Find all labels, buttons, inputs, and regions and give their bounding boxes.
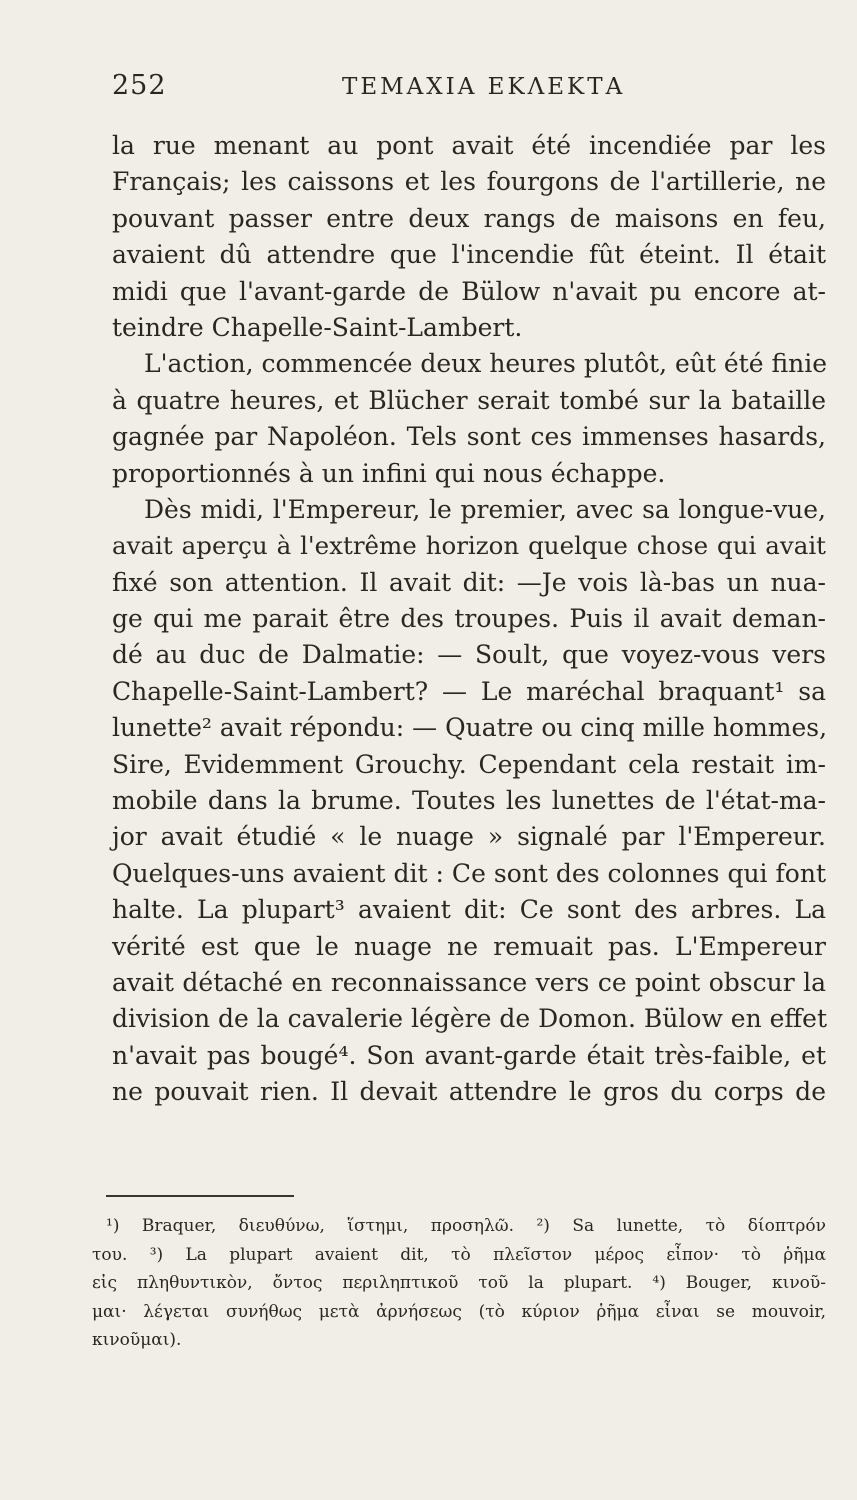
body-text — [112, 128, 826, 1111]
text-line: vérité est que le nuage ne remuait pas. L'Empereur — [112, 931, 826, 961]
text-line: lunette² avait répondu: — Quatre ou cinq mille hommes, — [112, 713, 828, 743]
footnote-line: μαι· λέγεται συνήθως μετὰ ἀρνήσεως (τὸ κύριον ῥῆμα εἶναι se mouvoir, — [92, 1301, 826, 1322]
text-line: avait aperçu à l'extrême horizon quelque chose qui avait — [112, 531, 826, 561]
text-line: pouvant passer entre deux rangs de maisons en feu, — [112, 203, 826, 233]
text-line: gagnée par Napoléon. Tels sont ces immenses hasards, — [112, 422, 826, 452]
footnote-line: του. ³) La plupart avaient dit, τὸ πλεῖστον μέρος εἶπον· τὸ ῥῆμα — [92, 1244, 826, 1265]
text-line: L'action, commencée deux heures plutôt, eût été finie — [144, 349, 828, 379]
text-line: Français; les caissons et les fourgons de l'artillerie, ne — [112, 167, 826, 197]
text-line: Chapelle-Saint-Lambert? — Le maréchal braquant¹ sa — [112, 676, 826, 706]
text-line: dé au duc de Dalmatie: — Soult, que voyez-vous vers — [112, 640, 826, 670]
text-line: à quatre heures, et Blücher serait tombé sur la bataille — [112, 385, 826, 415]
text-line: avaient dû attendre que l'incendie fût éteint. Il était — [112, 240, 826, 270]
footnote-line: ¹) Braquer, διευθύνω, ἵστημι, προσηλῶ. ²) Sa lunette, τὸ δίοπτρόν — [106, 1216, 826, 1236]
footnotes — [92, 1212, 826, 1355]
footnote-divider — [106, 1195, 294, 1197]
text-line: ne pouvait rien. Il devait attendre le gros du corps de — [112, 1077, 826, 1107]
text-line: teindre Chapelle-Saint-Lambert. — [112, 312, 523, 342]
text-line: Sire, Evidemment Grouchy. Cependant cela restait im- — [112, 749, 826, 779]
text-line: n'avait pas bougé⁴. Son avant-garde était très-faible, et — [112, 1040, 826, 1070]
footnote-line: κινοῦμαι). — [92, 1330, 182, 1351]
text-line: division de la cavalerie légère de Domon. Bülow en effet — [112, 1004, 828, 1034]
text-line: halte. La plupart³ avaient dit: Ce sont des arbres. La — [112, 895, 826, 925]
text-line: midi que l'avant-garde de Bülow n'avait pu encore at- — [112, 276, 826, 306]
text-line: proportionnés à un infini qui nous échappe. — [112, 458, 666, 488]
page-header — [112, 70, 826, 110]
text-line: avait détaché en reconnaissance vers ce point obscur la — [112, 967, 826, 997]
text-line: fixé son attention. Il avait dit: —Je vois là-bas un nua- — [112, 567, 826, 597]
page-number: 252 — [112, 70, 167, 101]
text-line: la rue menant au pont avait été incendiée par les — [112, 131, 826, 160]
text-line: Quelques-uns avaient dit : Ce sont des colonnes qui font — [112, 858, 826, 888]
text-line: mobile dans la brume. Toutes les lunettes de l'état-ma- — [112, 786, 826, 816]
footnote-line: εἰς πληθυντικὸν, ὄντος περιληπτικοῦ τοῦ la plupart. ⁴) Bouger, κινοῦ- — [92, 1273, 826, 1294]
text-line: Dès midi, l'Empereur, le premier, avec sa longue-vue, — [144, 494, 826, 524]
text-line: ge qui me parait être des troupes. Puis il avait deman- — [112, 604, 826, 634]
running-title: ΤΕΜΑΧΙΑ ΕΚΛΕΚΤΑ — [342, 74, 626, 100]
text-line: jor avait étudié « le nuage » signalé par l'Empereur. — [112, 822, 826, 852]
